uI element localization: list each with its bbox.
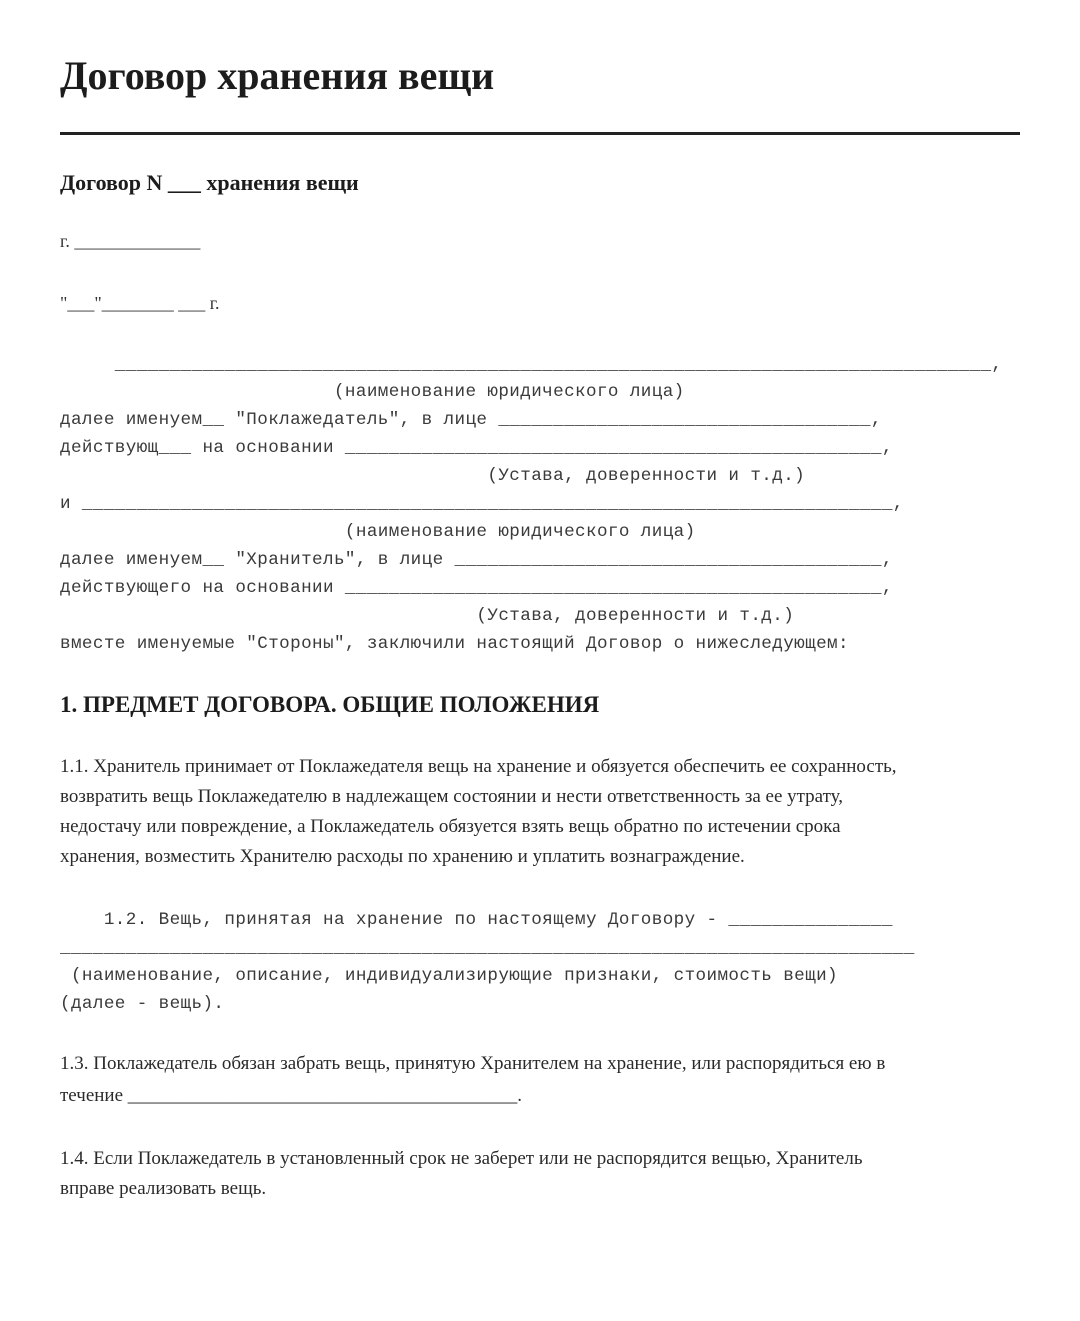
date-line: "___"________ ___ г. — [60, 293, 220, 313]
clause-1-3-line: течение _________________________________________. — [60, 1085, 523, 1106]
party2-name-caption: (наименование юридического лица) — [60, 522, 696, 542]
party2-name-line: и __________________________________________________________________________, — [60, 494, 904, 514]
clause-1-2-line: 1.2. Вещь, принятая на хранение по настоящему Договору - _______________ — [60, 910, 893, 930]
party1-name-line: ________________________________________________________________________________, — [60, 355, 1003, 375]
title-divider — [60, 132, 1020, 135]
depositor-basis-line: действующ___ на основании _________________________________________________, — [60, 438, 893, 458]
party1-name-caption: (наименование юридического лица) — [60, 382, 685, 402]
clause-1-1-line: возвратить вещь Поклажедателю в надлежащем состоянии и нести ответственность за ее утрату, — [60, 786, 844, 807]
clause-1-3-line: 1.3. Поклажедатель обязан забрать вещь, принятую Хранителем на хранение, или распорядиться ею в — [60, 1053, 886, 1074]
clause-1-2-blank-line: ______________________________________________________________________________ — [60, 938, 915, 958]
clause-1-4-line: 1.4. Если Поклажедатель в установленный срок не заберет или не распорядится вещью, Хранитель — [60, 1148, 863, 1169]
depositor-basis-caption: (Устава, доверенности и т.д.) — [60, 466, 806, 486]
clause-1-2-caption: (наименование, описание, индивидуализирующие признаки, стоимость вещи) — [60, 966, 839, 986]
parties-closing-line: вместе именуемые "Стороны", заключили настоящий Договор о нижеследующем: — [60, 634, 849, 654]
clause-1-4-line: вправе реализовать вещь. — [60, 1178, 267, 1199]
custodian-basis-caption: (Устава, доверенности и т.д.) — [60, 606, 795, 626]
depositor-line: далее именуем__ "Поклажедатель", в лице __________________________________, — [60, 410, 882, 430]
clause-1-2-line: (далее - вещь). — [60, 994, 225, 1014]
clause-1-1-line: недостачу или повреждение, а Поклажедатель обязуется взять вещь обратно по истечении срока — [60, 816, 841, 837]
contract-subtitle: Договор N ___ хранения вещи — [60, 170, 359, 195]
custodian-line: далее именуем__ "Хранитель", в лице _______________________________________, — [60, 550, 893, 570]
city-line: г. ______________ — [60, 231, 201, 251]
section-1-heading: 1. ПРЕДМЕТ ДОГОВОРА. ОБЩИЕ ПОЛОЖЕНИЯ — [60, 692, 600, 717]
clause-1-1-line: 1.1. Хранитель принимает от Поклажедателя вещь на хранение и обязуется обеспечить ее сохранность, — [60, 756, 897, 777]
custodian-basis-line: действующего на основании _________________________________________________, — [60, 578, 893, 598]
clause-1-1-line: хранения, возместить Хранителю расходы по хранению и уплатить вознаграждение. — [60, 846, 745, 867]
document-title: Договор хранения вещи — [60, 53, 495, 98]
